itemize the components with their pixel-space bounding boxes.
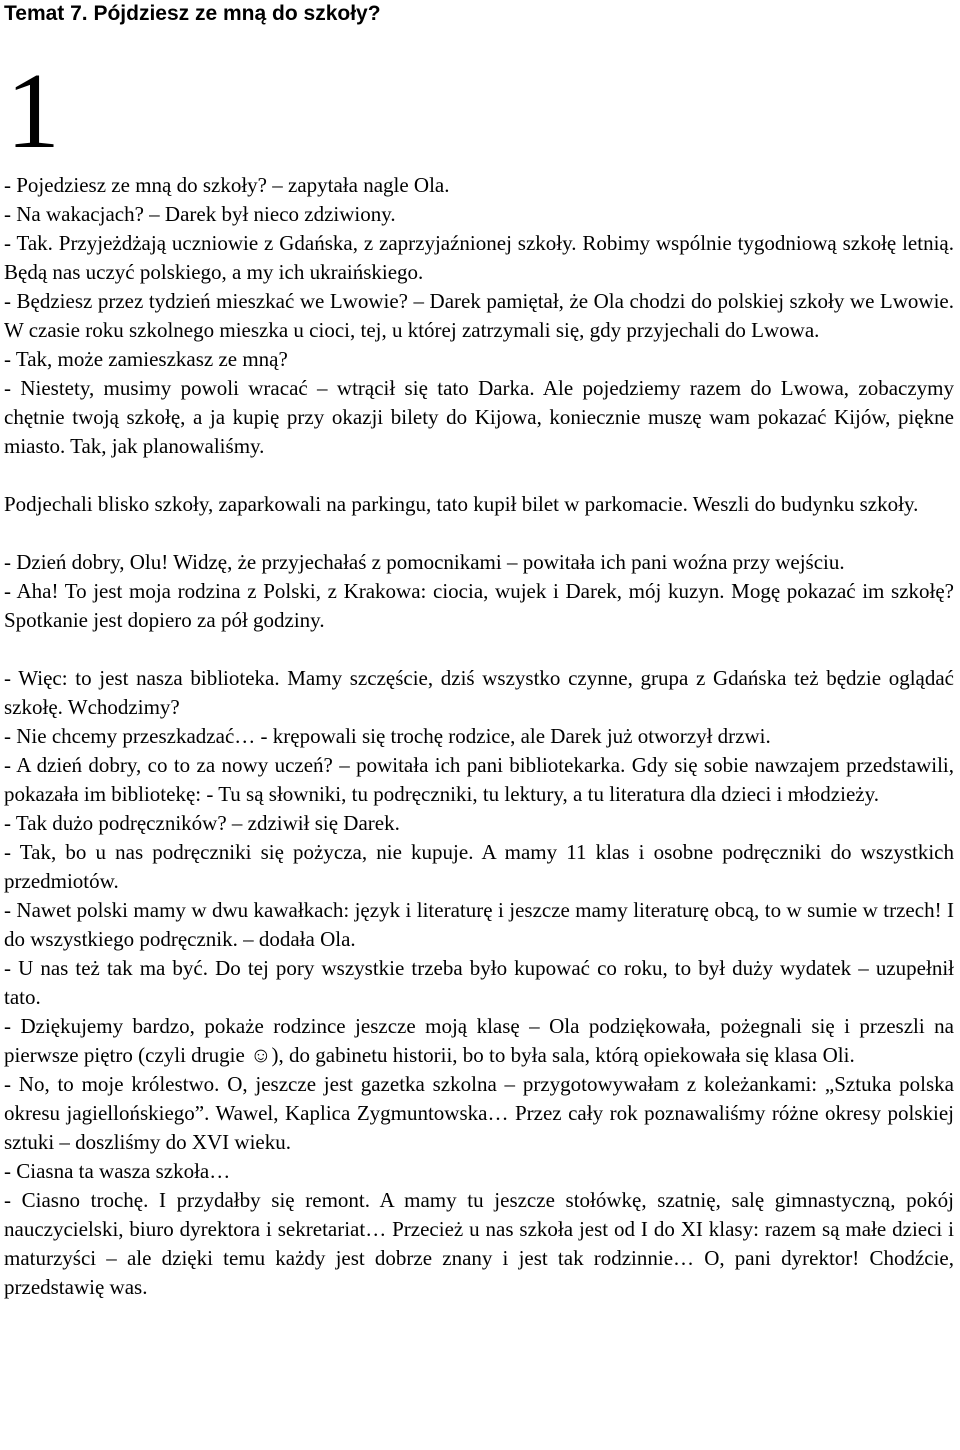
paragraph: Podjechali blisko szkoły, zaparkowali na parkingu, tato kupił bilet w parkomacie. Weszli do budynku szkoły. xyxy=(4,492,919,516)
paragraph: - Niestety, musimy powoli wracać – wtrącił się tato Darka. Ale pojedziemy razem do Lwowa, zobaczymy chętnie twoją szkołę, a ja kupię przy okazji bilety do Kijowa, koniecznie muszę wam pokazać Kijów, piękne miasto. Tak, jak planowaliśmy. xyxy=(4,376,954,458)
story-text xyxy=(4,171,954,1302)
paragraph: - Ciasno trochę. I przydałby się remont. A mamy tu jeszcze stołówkę, szatnię, salę gimnastyczną, pokój nauczycielski, biuro dyrektora i sekretariat… Przecież u nas szkoła jest od I do XI klasy: razem są małe dzieci i maturzyści – ale dzięki temu każdy jest dobrze znany i jest tak rodzinnie… O, pani dyrektor! Chodźcie, przedstawię was. xyxy=(4,1188,954,1299)
paragraph: - Aha! To jest moja rodzina z Polski, z Krakowa: ciocia, wujek i Darek, mój kuzyn. Mogę pokazać im szkołę? Spotkanie jest dopiero za pół godziny. xyxy=(4,579,954,632)
section-number: 1 xyxy=(6,52,60,171)
paragraph: - Tak, może zamieszkasz ze mną? xyxy=(4,347,288,371)
paragraph: - No, to moje królestwo. O, jeszcze jest gazetka szkolna – przygotowywałam z koleżankami: „Sztuka polska okresu jagiellońskiego”. Wawel, Kaplica Zygmuntowska… Przez cały rok poznawaliśmy różne okresy polskiej sztuki – doszliśmy do XVI wieku. xyxy=(4,1072,954,1154)
paragraph: - A dzień dobry, co to za nowy uczeń? – powitała ich pani bibliotekarka. Gdy się sobie nawzajem przedstawili, pokazała im bibliotekę: - Tu są słowniki, tu podręczniki, tu lektury, a tu literatura dla dzieci i młodzieży. xyxy=(4,753,954,806)
paragraph: - U nas też tak ma być. Do tej pory wszystkie trzeba było kupować co roku, to był duży wydatek – uzupełnił tato. xyxy=(4,956,954,1009)
paragraph: - Ciasna ta wasza szkoła… xyxy=(4,1159,231,1183)
paragraph: - Tak. Przyjeżdżają uczniowie z Gdańska, z zaprzyjaźnionej szkoły. Robimy wspólnie tygodniową szkołę letnią. Będą nas uczyć polskiego, a my ich ukraińskiego. xyxy=(4,231,954,284)
document-title: Temat 7. Pójdziesz ze mną do szkoły? xyxy=(4,2,381,25)
paragraph: - Nie chcemy przeszkadzać… - krępowali się trochę rodzice, ale Darek już otworzył drzwi. xyxy=(4,724,771,748)
paragraph: - Pojedziesz ze mną do szkoły? – zapytała nagle Ola. xyxy=(4,173,450,197)
paragraph: - Dziękujemy bardzo, pokaże rodzince jeszcze moją klasę – Ola podziękowała, pożegnali się i przeszli na pierwsze piętro (czyli drugie ☺), do gabinetu historii, bo to była sala, którą opiekowała się klasa Oli. xyxy=(4,1014,954,1067)
paragraph: - Nawet polski mamy w dwu kawałkach: język i literaturę i jeszcze mamy literaturę obcą, to w sumie w trzech! I do wszystkiego podręcznik. – dodała Ola. xyxy=(4,898,954,951)
paragraph: - Więc: to jest nasza biblioteka. Mamy szczęście, dziś wszystko czynne, grupa z Gdańska też będzie oglądać szkołę. Wchodzimy? xyxy=(4,666,954,719)
paragraph: - Tak dużo podręczników? – zdziwił się Darek. xyxy=(4,811,400,835)
paragraph: - Na wakacjach? – Darek był nieco zdziwiony. xyxy=(4,202,396,226)
paragraph: - Dzień dobry, Olu! Widzę, że przyjechałaś z pomocnikami – powitała ich pani woźna przy wejściu. xyxy=(4,550,845,574)
paragraph: - Tak, bo u nas podręczniki się pożycza, nie kupuje. A mamy 11 klas i osobne podręczniki do wszystkich przedmiotów. xyxy=(4,840,954,893)
paragraph: - Będziesz przez tydzień mieszkać we Lwowie? – Darek pamiętał, że Ola chodzi do polskiej szkoły we Lwowie. W czasie roku szkolnego mieszka u cioci, tej, u której zatrzymali się, gdy przyjechali do Lwowa. xyxy=(4,289,954,342)
